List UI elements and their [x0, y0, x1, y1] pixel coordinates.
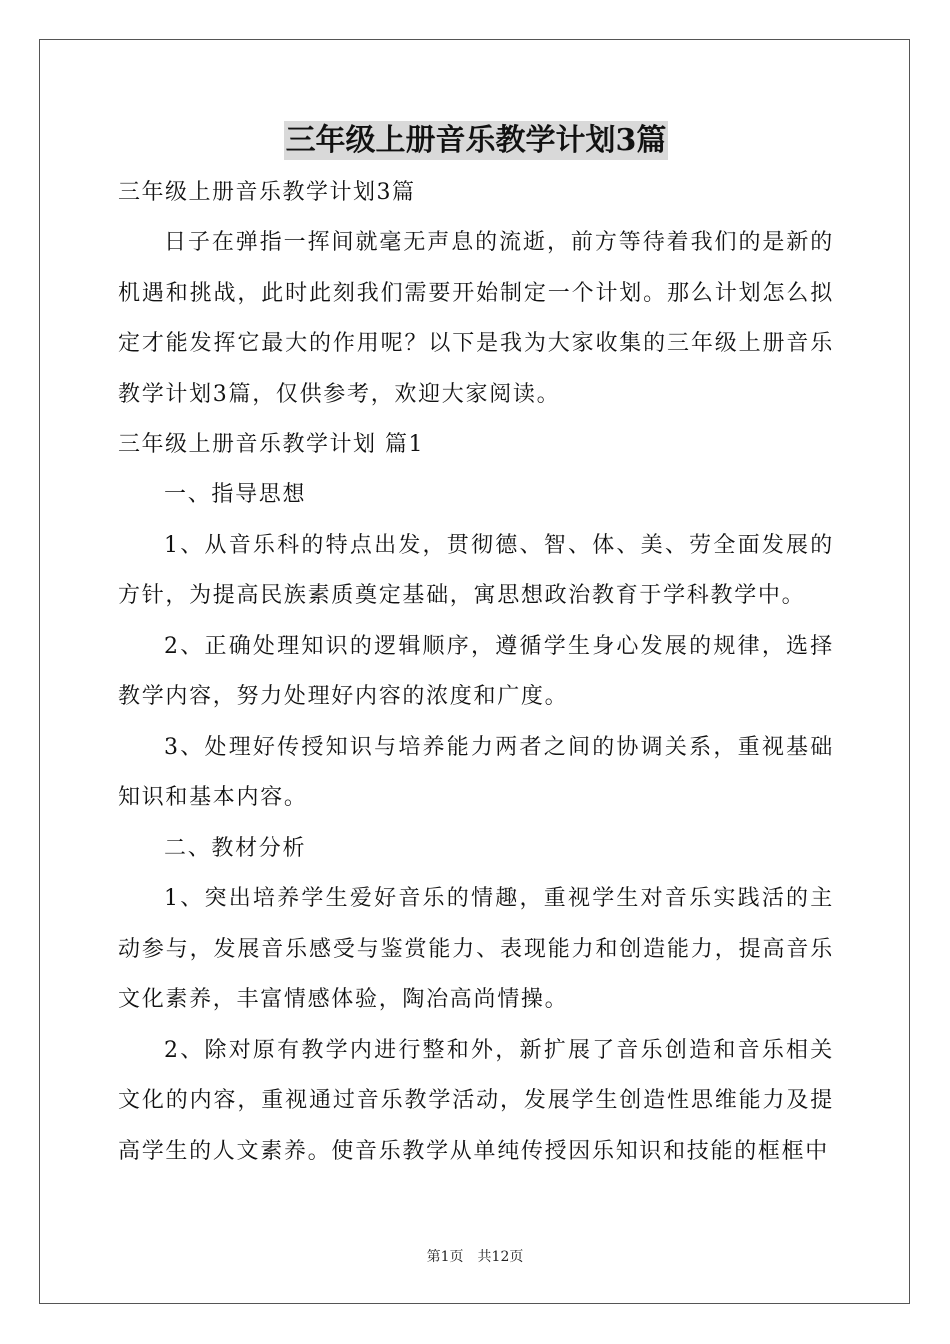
paragraph-analysis-2: 2、除对原有教学内进行整和外，新扩展了音乐创造和音乐相关文化的内容，重视通过音乐教学活动，发展学生创造性思维能力及提高学生的人文素养。使音乐教学从单纯传授因乐知识和技能的框框中 [118, 1037, 834, 1164]
paragraph-item-3: 3、处理好传授知识与培养能力两者之间的协调关系，重视基础知识和基本内容。 [118, 734, 834, 810]
paragraph-item-1: 1、从音乐科的特点出发，贯彻德、智、体、美、劳全面发展的方针，为提高民族素质奠定基础，寓思想政治教育于学科教学中。 [118, 532, 834, 608]
intro-paragraph: 日子在弹指一挥间就毫无声息的流逝，前方等待着我们的是新的机遇和挑战，此时此刻我们需要开始制定一个计划。那么计划怎么拟定才能发挥它最大的作用呢？以下是我为大家收集的三年级上册音乐教学计划3篇，仅供参考，欢迎大家阅读。 [118, 230, 834, 407]
paragraph-analysis-1: 1、突出培养学生爱好音乐的情趣，重视学生对音乐实践活的主动参与，发展音乐感受与鉴赏能力、表现能力和创造能力，提高音乐文化素养，丰富情感体验，陶冶高尚情操。 [118, 886, 834, 1012]
document-title: 三年级上册音乐教学计划3篇 [285, 123, 667, 158]
paragraph-item-2: 2、正确处理知识的逻辑顺序，遵循学生身心发展的规律，选择教学内容，努力处理好内容的浓度和广度。 [118, 633, 834, 709]
document-subtitle: 三年级上册音乐教学计划3篇 [118, 180, 416, 205]
document-body [118, 118, 834, 1177]
subheading-guiding-thought: 一、指导思想 [164, 482, 307, 507]
section-heading: 三年级上册音乐教学计划 篇1 [118, 432, 424, 457]
page-number-footer: 第1页 共12页 [426, 1249, 524, 1265]
subheading-textbook-analysis: 二、教材分析 [164, 835, 307, 861]
